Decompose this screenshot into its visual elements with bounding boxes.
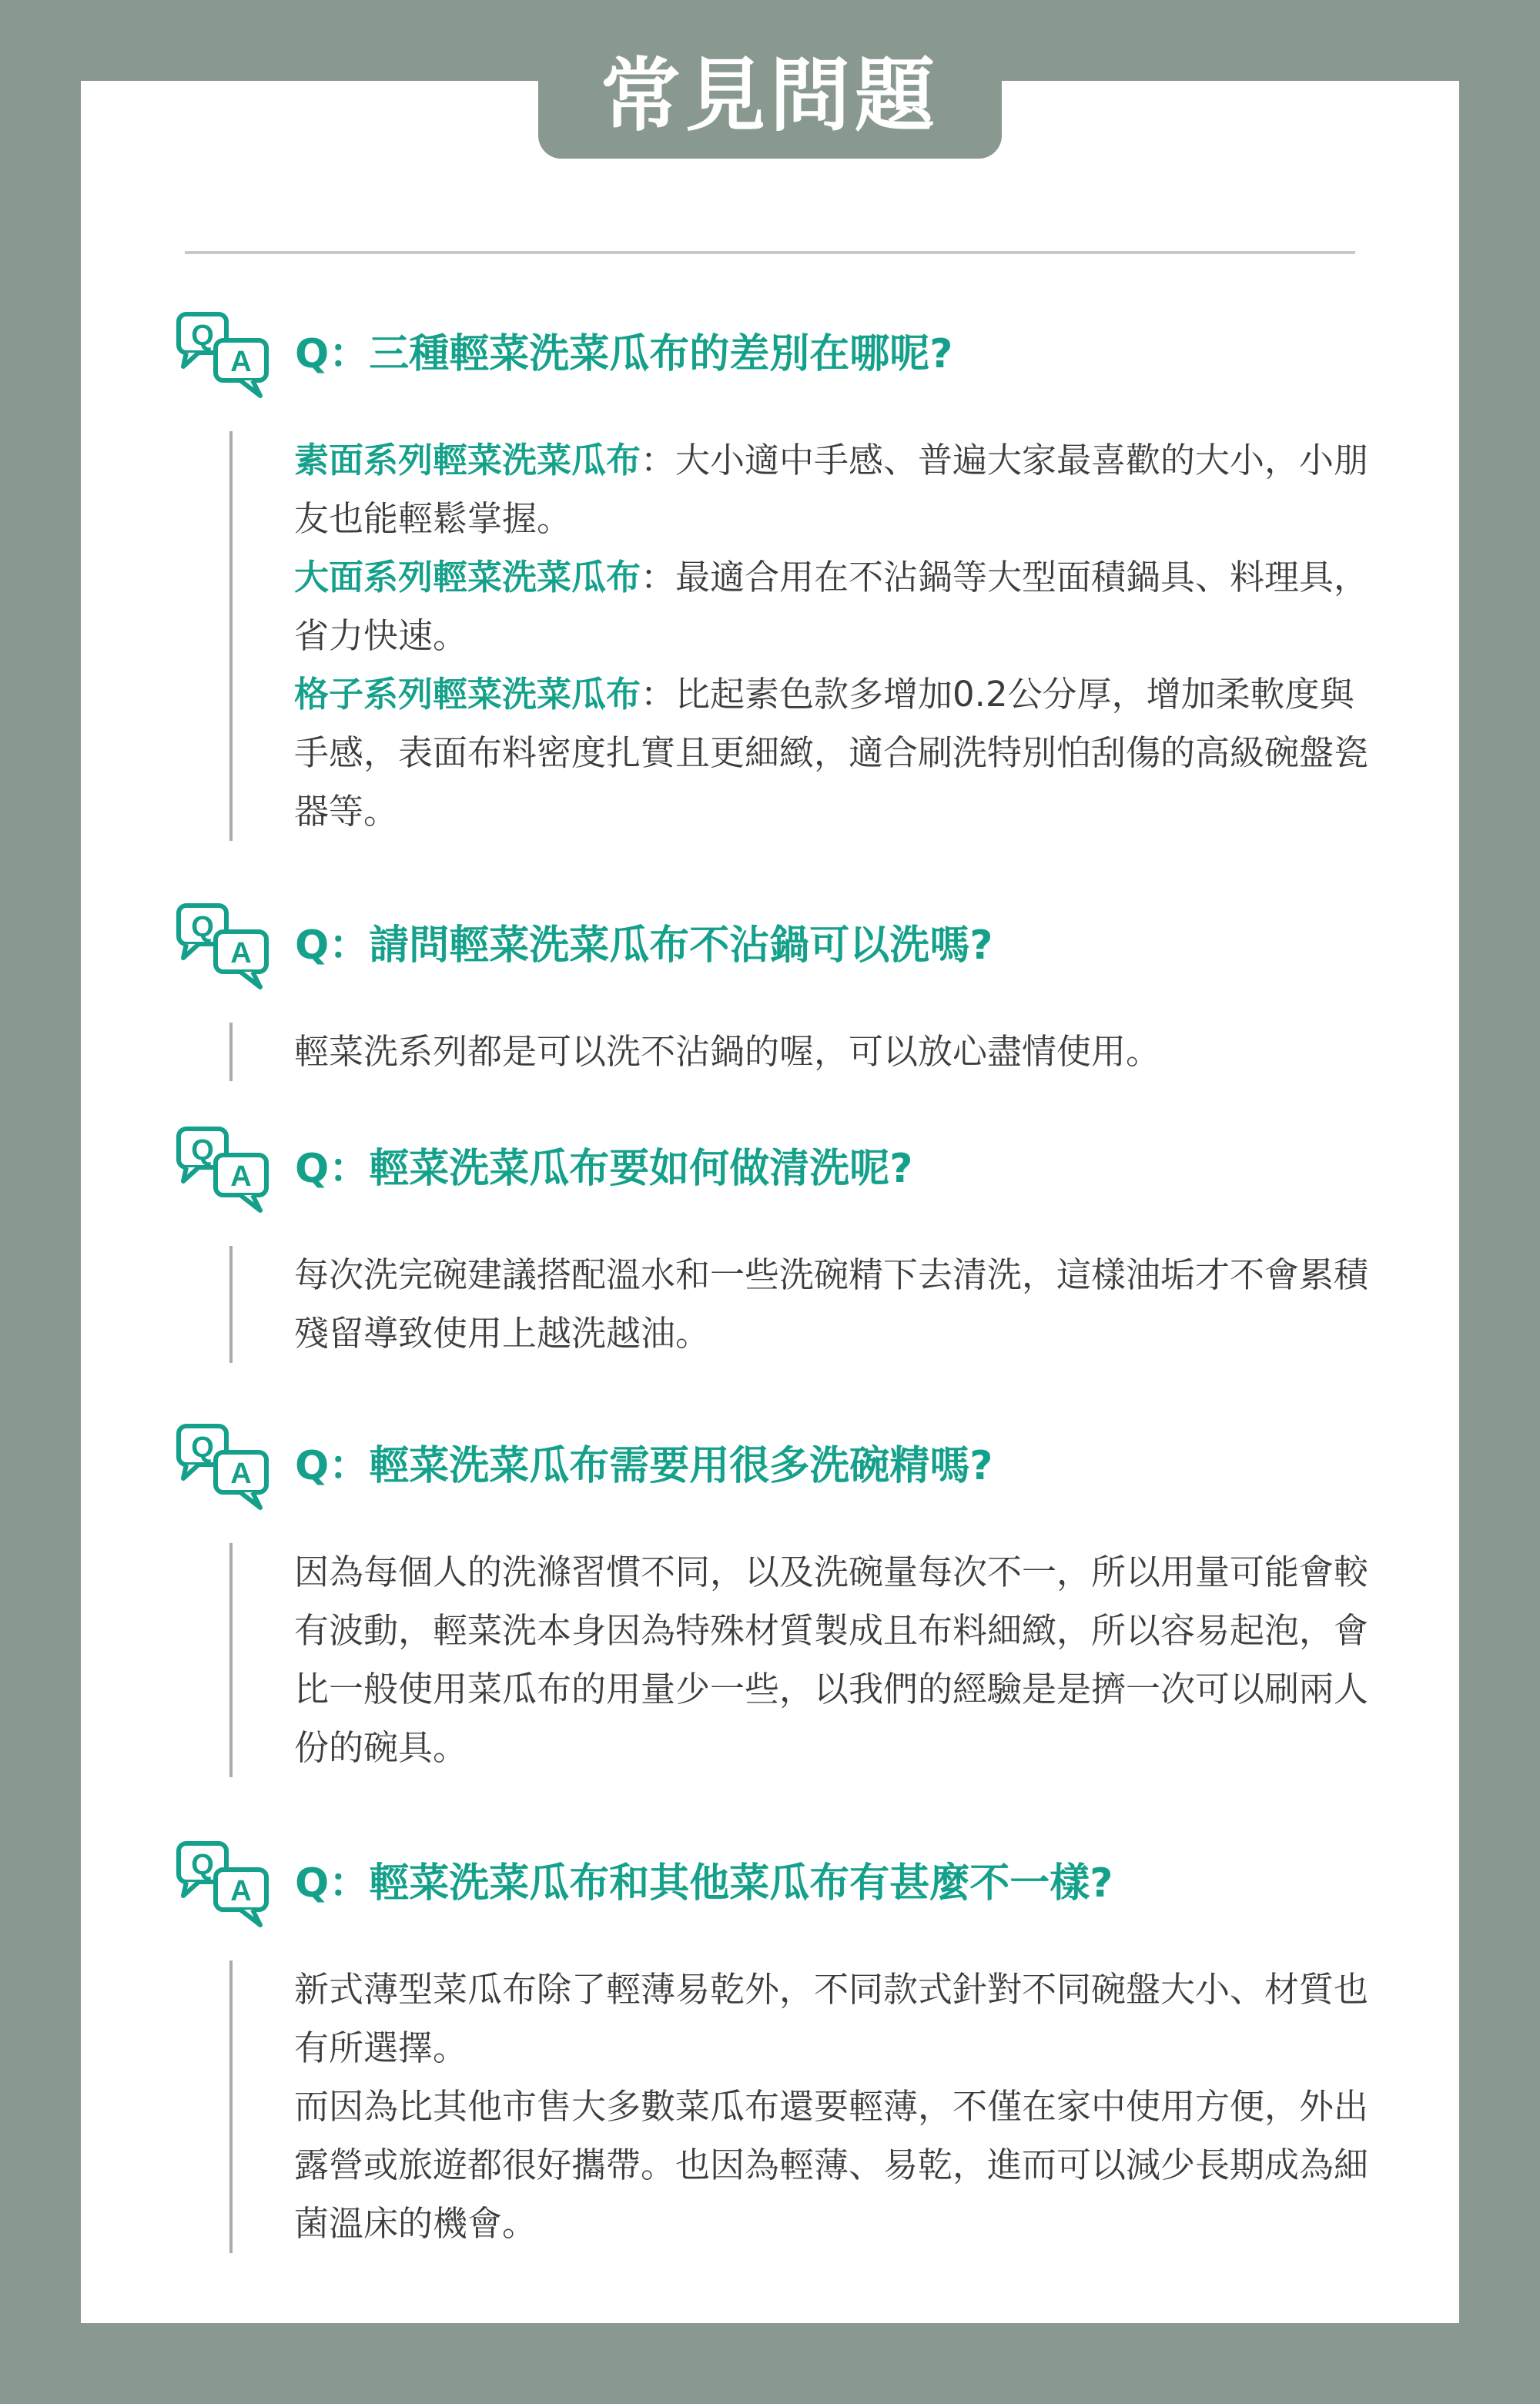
svg-text:Q: Q [191,320,214,352]
answer-paragraph: 每次洗完碗建議搭配溫水和一些洗碗精下去清洗，這樣油垢才不會累積殘留導致使用上越洗越油。 [294,1254,1369,1354]
svg-text:A: A [230,1160,252,1193]
qa-speech-bubbles-icon [176,1839,276,1930]
svg-text:Q: Q [191,911,214,943]
qa-speech-bubbles-icon [176,1124,276,1215]
answer-text [229,1023,1388,1081]
qa-speech-bubbles-icon [176,901,276,992]
answer-paragraph: 大面系列輕菜洗菜瓜布：最適合用在不沾鍋等大型面積鍋具、料理具，省力快速。 [294,557,1369,656]
answer-highlight: 大面系列輕菜洗菜瓜布 [294,557,641,598]
answer-paragraph: 新式薄型菜瓜布除了輕薄易乾外，不同款式針對不同碗盤大小、材質也有所選擇。 [294,1969,1369,2068]
svg-text:Q: Q [191,1134,214,1167]
answer-text [229,1246,1388,1363]
svg-text:A: A [230,1458,252,1490]
svg-text:Q: Q [191,1431,214,1464]
qa-speech-bubbles-icon [176,310,276,400]
answer-paragraph: 輕菜洗系列都是可以洗不沾鍋的喔，可以放心盡情使用。 [294,1031,1161,1072]
answer-text [229,431,1388,841]
question-text: Q：三種輕菜洗菜瓜布的差別在哪呢? [295,331,953,377]
answer-text [229,1960,1388,2253]
svg-text:A: A [230,346,252,378]
svg-text:A: A [230,937,252,969]
faq-item [0,1421,1540,1777]
answer-highlight: 素面系列輕菜洗菜瓜布 [294,440,641,480]
page-title: 常見問題 [600,49,939,142]
title-tab [538,32,1002,159]
svg-text:Q: Q [191,1849,214,1881]
answer-paragraph: 因為每個人的洗滌習慣不同，以及洗碗量每次不一，所以用量可能會較有波動，輕菜洗本身因為特殊材質製成且布料細緻，所以容易起泡，會比一般使用菜瓜布的用量少一些，以我們的經驗是是擠一次可以刷兩人份的碗具。 [294,1552,1369,1768]
faq-item [0,310,1540,841]
question-text: Q：輕菜洗菜瓜布和其他菜瓜布有甚麼不一樣? [295,1860,1113,1907]
faq-item [0,1839,1540,2253]
question-text: Q：請問輕菜洗菜瓜布不沾鍋可以洗嗎? [295,922,993,969]
svg-text:A: A [230,1875,252,1907]
title-divider [185,251,1355,254]
answer-paragraph: 格子系列輕菜洗菜瓜布：比起素色款多增加0.2公分厚，增加柔軟度與手感，表面布料密度扎實且更細緻，適合刷洗特別怕刮傷的高級碗盤瓷器等。 [294,674,1369,832]
answer-text [229,1543,1388,1777]
answer-highlight: 格子系列輕菜洗菜瓜布 [294,674,641,715]
answer-paragraph: 素面系列輕菜洗菜瓜布：大小適中手感、普遍大家最喜歡的大小，小朋友也能輕鬆掌握。 [294,440,1369,539]
question-text: Q：輕菜洗菜瓜布要如何做清洗呢? [295,1146,913,1192]
faq-item [0,901,1540,1081]
faq-item [0,1124,1540,1363]
answer-paragraph: 而因為比其他市售大多數菜瓜布還要輕薄，不僅在家中使用方便，外出露營或旅遊都很好攜帶。也因為輕薄、易乾，進而可以減少長期成為細菌溫床的機會。 [294,2086,1369,2244]
qa-speech-bubbles-icon [176,1421,276,1512]
question-text: Q：輕菜洗菜瓜布需要用很多洗碗精嗎? [295,1443,993,1489]
